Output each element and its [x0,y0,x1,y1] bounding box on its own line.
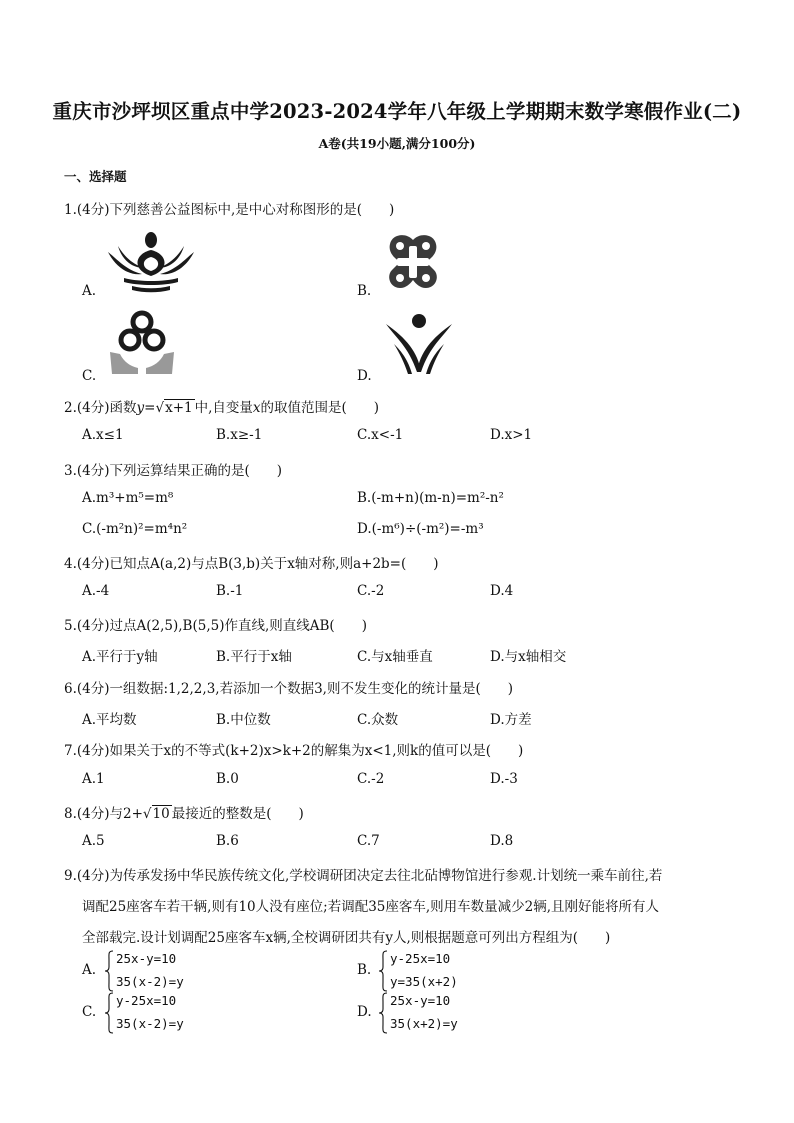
q7-option-a: A.1 [82,771,105,787]
q4-option-b: B.-1 [216,583,244,599]
question-3-stem: 3.(4分)下列运算结果正确的是( ) [64,463,283,479]
question-9-line-2: 调配25座客车若干辆,则有10人没有座位;若调配35座客车,则用车数量减少2辆,且刚好能将所有人 [82,899,660,915]
section-heading: 一、选择题 [64,169,127,184]
q3-option-b: B.(-m+n)(m-n)=m²-n² [357,490,504,506]
q9-a-eq2: 35(x-2)=y [116,974,184,989]
q9-option-d-system [378,992,538,1034]
question-9-line-3: 全部载完.设计划调配25座客车x辆,全校调研团共有y人,则根据题意可列出方程组为( ) [82,930,611,946]
question-9-line-1: 9.(4分)为传承发扬中华民族传统文化,学校调研团决定去往北砧博物馆进行参观.计划统一乘车前往,若 [64,868,663,884]
q2-var-y: y [136,400,145,416]
q2-var-x: x [252,400,261,416]
page-title: 重庆市沙坪坝区重点中学2023-2024学年八年级上学期期末数学寒假作业(二) [52,100,742,123]
question-4-stem: 4.(4分)已知点A(a,2)与点B(3,b)关于x轴对称,则a+2b=( ) [64,556,439,572]
q9-option-a-label: A. [82,962,97,978]
q9-option-b-system [378,950,538,992]
q9-a-eq1: 25x-y=10 [116,951,177,966]
lotus-charity-icon [104,230,198,294]
q6-option-d: D.方差 [490,712,532,728]
q8-option-c: C.7 [357,833,380,849]
q6-option-c: C.众数 [357,712,399,728]
q7-option-c: C.-2 [357,771,385,787]
q8-sqrt: √10 [142,806,170,822]
q2-stem-pre: 2.(4分)函数 [64,400,137,416]
q2-option-d: D.x>1 [490,427,533,443]
q9-b-eq2: y=35(x+2) [390,974,458,989]
q5-option-d: D.与x轴相交 [490,649,567,665]
hands-flower-icon [108,308,176,378]
question-1-stem: 1.(4分)下列慈善公益图标中,是中心对称图形的是( ) [64,202,395,218]
brace-icon [104,992,114,1034]
page-subtitle: A卷(共19小题,满分100分) [318,136,476,151]
knot-heart-icon [382,232,444,292]
q7-option-b: B.0 [216,771,239,787]
q2-option-c: C.x<-1 [357,427,404,443]
q1-option-a-label: A. [82,283,97,299]
q2-option-a: A.x≤1 [82,427,124,443]
q8-option-d: D.8 [490,833,514,849]
q9-option-a-system [104,950,264,992]
q5-option-c: C.与x轴垂直 [357,649,433,665]
q3-option-c: C.(-m²n)²=m⁴n² [82,521,188,537]
question-2-stem [64,396,379,416]
q9-d-eq2: 35(x+2)=y [390,1016,458,1031]
q4-option-d: D.4 [490,583,514,599]
q8-option-b: B.6 [216,833,239,849]
q4-option-a: A.-4 [82,583,110,599]
q8-radicand: 10 [152,806,170,822]
question-6-stem: 6.(4分)一组数据:1,2,2,3,若添加一个数据3,则不发生变化的统计量是( ) [64,681,513,697]
q9-option-c-label: C. [82,1004,97,1020]
q3-option-d: D.(-m⁶)÷(-m²)=-m³ [357,521,484,537]
q2-stem-post: 中,自变量 [194,400,253,416]
q9-option-c-system [104,992,264,1034]
q2-sqrt: √x+1 [155,400,193,416]
q2-option-b: B.x≥-1 [216,427,263,443]
question-7-stem: 7.(4分)如果关于x的不等式(k+2)x>k+2的解集为x<1,则k的值可以是( ) [64,743,524,759]
q9-c-eq1: y-25x=10 [116,993,177,1008]
q1-option-b-label: B. [357,283,372,299]
question-5-stem: 5.(4分)过点A(2,5),B(5,5)作直线,则直线AB( ) [64,618,367,634]
q4-option-c: C.-2 [357,583,385,599]
q5-option-b: B.平行于x轴 [216,649,292,665]
q2-stem-post2: 的取值范围是( ) [260,400,380,416]
q9-option-d-label: D. [357,1004,372,1020]
q9-d-eq1: 25x-y=10 [390,993,451,1008]
q2-equals: = [144,400,156,416]
brace-icon [104,950,114,992]
q8-option-a: A.5 [82,833,105,849]
q9-c-eq2: 35(x-2)=y [116,1016,184,1031]
q5-option-a: A.平行于y轴 [82,649,158,665]
q1-option-d-label: D. [357,368,372,384]
brace-icon [378,992,388,1034]
question-8-stem [64,802,304,822]
brace-icon [378,950,388,992]
figure-leaves-icon [384,312,454,378]
q9-b-eq1: y-25x=10 [390,951,451,966]
q6-option-a: A.平均数 [82,712,137,728]
q8-stem-pre: 8.(4分)与2+ [64,806,143,822]
q3-option-a: A.m³+m⁵=m⁸ [82,490,174,506]
q6-option-b: B.中位数 [216,712,271,728]
q1-option-c-label: C. [82,368,97,384]
q2-radicand: x+1 [165,400,193,416]
q7-option-d: D.-3 [490,771,518,787]
q9-option-b-label: B. [357,962,372,978]
q8-stem-post: 最接近的整数是( ) [171,806,304,822]
